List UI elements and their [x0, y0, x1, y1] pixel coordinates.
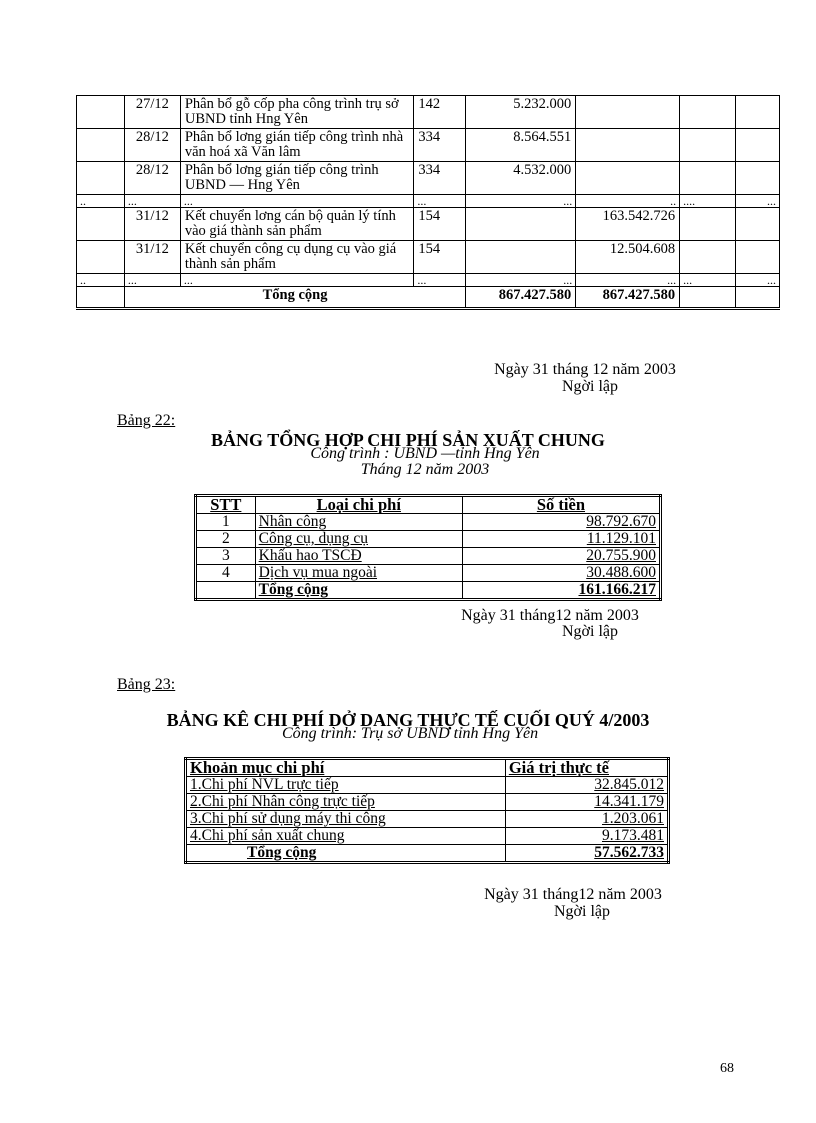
- sign1-role: Ngời lập: [561, 378, 618, 395]
- table23: [184, 757, 670, 864]
- ledger-desc: Phân bổ lơng gián tiếp công trình nhà văn hoá xã Văn lâm: [180, 129, 414, 162]
- ledger-desc: Kết chuyển lơng cán bộ quản lý tính vào giá thành sản phẩm: [180, 208, 414, 241]
- page-number: 68: [720, 1061, 734, 1076]
- ledger-cell: [736, 241, 780, 274]
- table23-total-amount: 57.562.733: [505, 845, 668, 863]
- sign2-role: Ngời lập: [561, 623, 618, 640]
- ledger-credit: 12.504.608: [576, 241, 680, 274]
- ledger-total-credit: 867.427.580: [576, 287, 680, 309]
- ledger-credit: 163.542.726: [576, 208, 680, 241]
- ledger-date: 28/12: [124, 162, 180, 195]
- table22-total-amount: 161.166.217: [462, 582, 660, 600]
- ledger-debit: 4.532.000: [466, 162, 576, 195]
- sign1-date: Ngày 31 tháng 12 năm 2003: [494, 361, 676, 378]
- table22-amount: 20.755.900: [462, 548, 660, 565]
- ledger-desc: Phân bổ lơng gián tiếp công trình UBND — Hng Yên: [180, 162, 414, 195]
- table23-title: BẢNG KÊ CHI PHÍ DỞ DANG THỰC TẾ CUỐI QUÝ 4/2003: [166, 710, 650, 730]
- table22: [194, 494, 662, 601]
- table23-name: 4.Chi phí sản xuất chung: [186, 828, 506, 845]
- ledger-cell: [736, 287, 780, 309]
- table-row: [196, 548, 661, 565]
- sign3-role: Ngời lập: [553, 903, 610, 920]
- table23-amount: 1.203.061: [505, 811, 668, 828]
- ledger-cell: [680, 129, 736, 162]
- ledger-cell: [680, 96, 736, 129]
- table22-name: Dịch vụ mua ngoài: [255, 565, 462, 582]
- ledger-acct: ...: [414, 274, 466, 287]
- table23-name: 3.Chi phí sử dụng máy thi công: [186, 811, 506, 828]
- table22-stt: 1: [196, 514, 256, 531]
- table22-amount: 30.488.600: [462, 565, 660, 582]
- ledger-row: [77, 129, 780, 162]
- ledger-row: [77, 274, 780, 287]
- ledger-debit: ...: [466, 274, 576, 287]
- ledger-cell: ...: [680, 274, 736, 287]
- ledger-cell: ..: [77, 195, 125, 208]
- ledger-credit: ..: [576, 195, 680, 208]
- ledger-debit: [466, 241, 576, 274]
- ledger-cell: [680, 287, 736, 309]
- table23-header-value: Giá trị thực tế: [505, 759, 668, 777]
- ledger-cell: [736, 129, 780, 162]
- ledger-credit: [576, 96, 680, 129]
- ledger-row: [77, 208, 780, 241]
- table23-name: 1.Chi phí NVL trực tiếp: [186, 777, 506, 794]
- ledger-acct: 334: [414, 129, 466, 162]
- ledger-acct: 154: [414, 208, 466, 241]
- table23-subtitle: Công trình: Trụ sở UBND tỉnh Hng Yên: [281, 725, 539, 742]
- ledger-desc: ...: [180, 195, 414, 208]
- ledger-cell: [680, 208, 736, 241]
- sign3-date: Ngày 31 tháng12 năm 2003: [484, 886, 662, 903]
- table22-caption: Bảng 22:: [117, 412, 176, 429]
- ledger-acct: 154: [414, 241, 466, 274]
- ledger-row: [77, 241, 780, 274]
- ledger-cell: [680, 162, 736, 195]
- table22-header-type: Loại chi phí: [255, 496, 462, 514]
- ledger-acct: 142: [414, 96, 466, 129]
- table22-title: BẢNG TỔNG HỢP CHI PHÍ SẢN XUẤT CHUNG: [211, 430, 605, 450]
- table22-month: Tháng 12 năm 2003: [360, 461, 490, 478]
- table22-name: Khấu hao TSCĐ: [255, 548, 462, 565]
- table22-stt: 3: [196, 548, 256, 565]
- table22-header-row: [196, 496, 661, 514]
- sign2-date: Ngày 31 tháng12 năm 2003: [461, 607, 639, 624]
- ledger-total-debit: 867.427.580: [466, 287, 576, 309]
- ledger-credit: [576, 129, 680, 162]
- table-row: [196, 565, 661, 582]
- table22-stt: [196, 582, 256, 600]
- table22-name: Nhân công: [255, 514, 462, 531]
- ledger-cell: [77, 129, 125, 162]
- ledger-date: 31/12: [124, 241, 180, 274]
- ledger-total-label: Tổng cộng: [124, 287, 465, 309]
- ledger-acct: ...: [414, 195, 466, 208]
- ledger-cell: [77, 208, 125, 241]
- ledger-desc: Phân bổ gỗ cốp pha công trình trụ sở UBND tỉnh Hng Yên: [180, 96, 414, 129]
- ledger-row: [77, 96, 780, 129]
- table22-name: Công cụ, dụng cụ: [255, 531, 462, 548]
- table22-subtitle: Công trình : UBND —tỉnh Hng Yên: [310, 445, 540, 462]
- ledger-cell: [736, 96, 780, 129]
- ledger-cell: [77, 287, 125, 309]
- ledger-cell: ...: [736, 195, 780, 208]
- ledger-debit: ...: [466, 195, 576, 208]
- table23-amount: 32.845.012: [505, 777, 668, 794]
- ledger-cell: [77, 241, 125, 274]
- table-row: [186, 811, 669, 828]
- table23-header-item: Khoản mục chi phí: [186, 759, 506, 777]
- ledger-date: 31/12: [124, 208, 180, 241]
- ledger-cell: [736, 162, 780, 195]
- ledger-date: ...: [124, 195, 180, 208]
- ledger-date: ...: [124, 274, 180, 287]
- ledger-cell: ...: [736, 274, 780, 287]
- ledger-debit: [466, 208, 576, 241]
- ledger-debit: 5.232.000: [466, 96, 576, 129]
- ledger-credit: [576, 162, 680, 195]
- ledger-cell: [77, 162, 125, 195]
- ledger-credit: ...: [576, 274, 680, 287]
- ledger-debit: 8.564.551: [466, 129, 576, 162]
- table22-amount: 98.792.670: [462, 514, 660, 531]
- ledger-cell: [736, 208, 780, 241]
- ledger-date: 28/12: [124, 129, 180, 162]
- table23-total-row: [186, 845, 669, 863]
- table23-total-label: Tổng cộng: [186, 845, 506, 863]
- table23-name: 2.Chi phí Nhân công trực tiếp: [186, 794, 506, 811]
- table23-caption: Bảng 23:: [117, 676, 176, 693]
- ledger-cell: ....: [680, 195, 736, 208]
- ledger-cell: ..: [77, 274, 125, 287]
- table22-total-row: [196, 582, 661, 600]
- ledger-acct: 334: [414, 162, 466, 195]
- table-row: [186, 828, 669, 845]
- ledger-row: [77, 162, 780, 195]
- ledger-cell: [680, 241, 736, 274]
- table-row: [196, 531, 661, 548]
- ledger-date: 27/12: [124, 96, 180, 129]
- table22-stt: 2: [196, 531, 256, 548]
- table-row: [196, 514, 661, 531]
- ledger-table: [76, 95, 780, 310]
- table23-header-row: [186, 759, 669, 777]
- ledger-row: [77, 195, 780, 208]
- table-row: [186, 777, 669, 794]
- table-row: [186, 794, 669, 811]
- table22-total-label: Tổng cộng: [255, 582, 462, 600]
- ledger-total-row: [77, 287, 780, 309]
- table23-amount: 14.341.179: [505, 794, 668, 811]
- ledger-desc: ...: [180, 274, 414, 287]
- table22-stt: 4: [196, 565, 256, 582]
- ledger-cell: [77, 96, 125, 129]
- table22-amount: 11.129.101: [462, 531, 660, 548]
- table22-header-amount: Số tiền: [462, 496, 660, 514]
- table22-header-stt: STT: [196, 496, 256, 514]
- ledger-desc: Kết chuyển công cụ dụng cụ vào giá thành sản phẩm: [180, 241, 414, 274]
- table23-amount: 9.173.481: [505, 828, 668, 845]
